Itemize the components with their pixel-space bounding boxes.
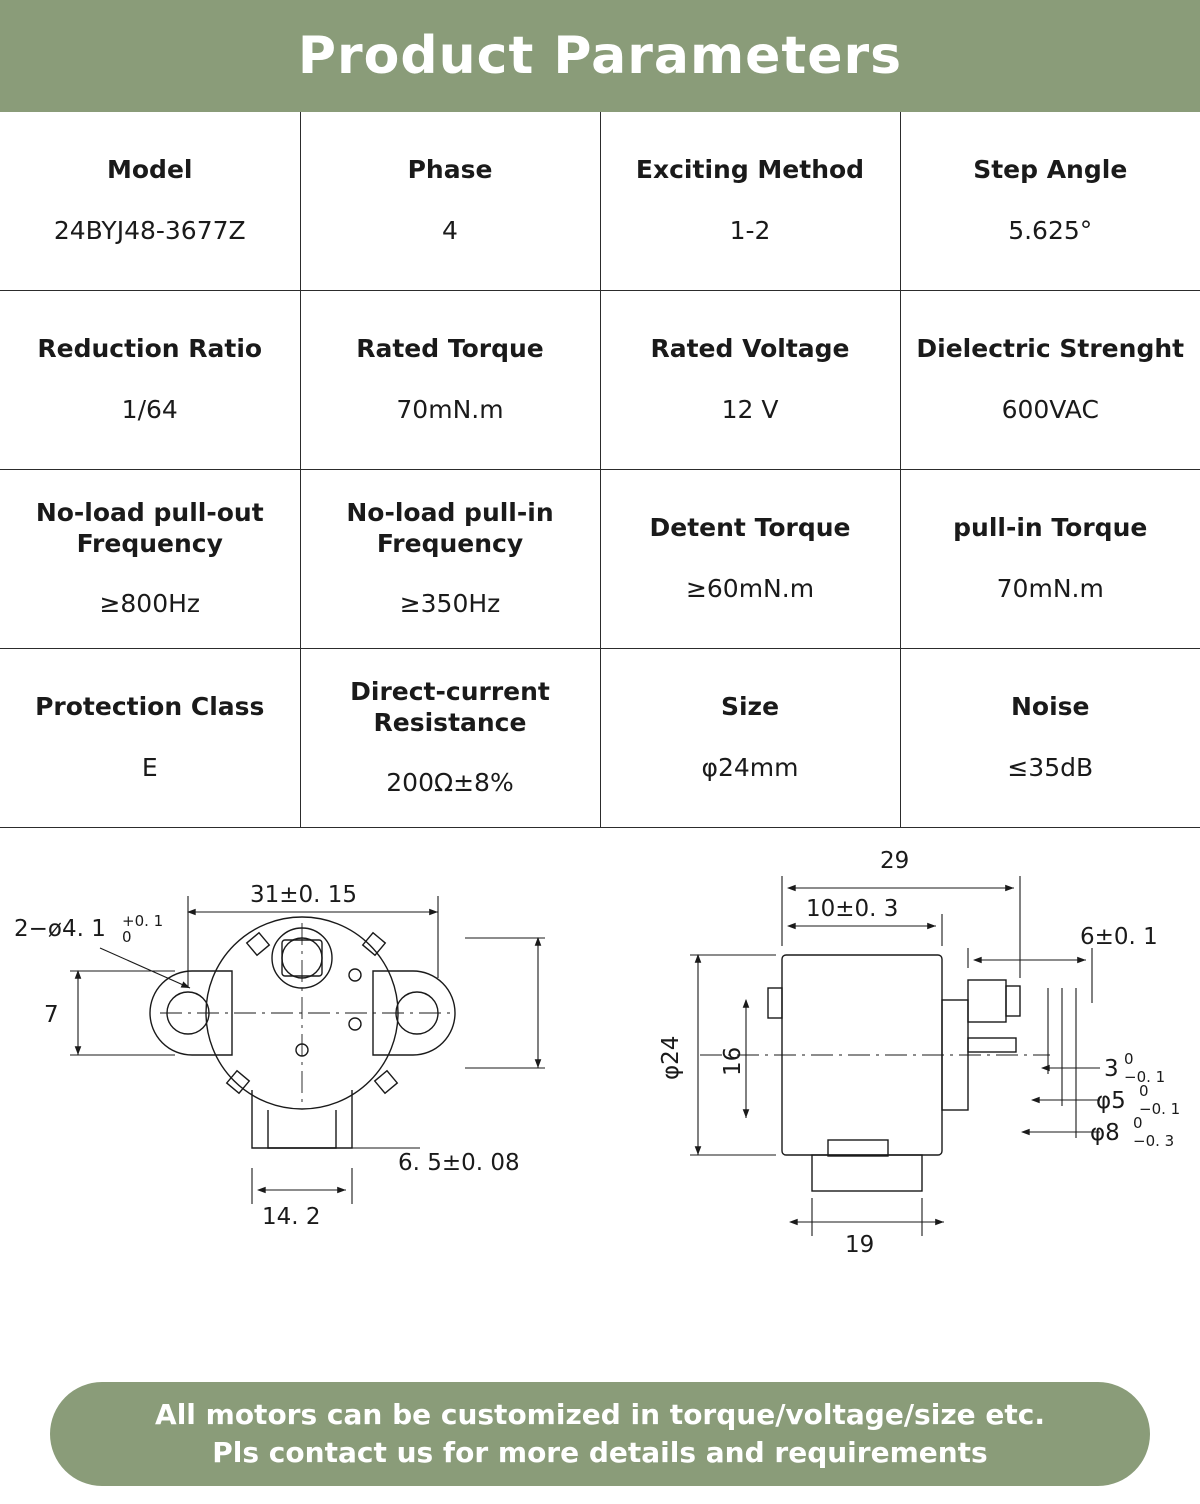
table-row: [0, 649, 1200, 828]
table-cell: [600, 649, 900, 828]
side-view-dimensions: [690, 876, 1100, 1236]
cell-value: 12 V: [721, 394, 779, 424]
cell-value: 600VAC: [1001, 394, 1099, 424]
dim-bottom-label: 14. 2: [262, 1204, 321, 1230]
table-cell: [0, 470, 300, 649]
footer-line-1: All motors can be customized in torque/voltage/size etc.: [155, 1398, 1045, 1432]
front-view-labels: [14, 882, 520, 1230]
table-row: [0, 112, 1200, 291]
dim-left-height-label: 7: [44, 1002, 59, 1028]
cell-value: ≥800Hz: [99, 589, 201, 619]
cell-label: No-load pull-in Frequency: [346, 497, 554, 558]
dim-8-sub: −0. 3: [1133, 1132, 1175, 1150]
cell-label: Dielectric Strenght: [916, 334, 1185, 364]
table-cell: [300, 470, 600, 649]
dim-5-label: φ5: [1096, 1088, 1126, 1114]
table-cell: [0, 649, 300, 828]
cell-label: Protection Class: [35, 692, 265, 722]
cell-label: Rated Voltage: [650, 334, 850, 364]
header-banner: [0, 0, 1200, 112]
cell-label: Exciting Method: [635, 155, 865, 185]
dim-3-sub: −0. 1: [1124, 1068, 1166, 1086]
dim-total-length-label: 29: [880, 848, 910, 874]
technical-drawings: [0, 828, 1200, 1308]
dim-3-sup: 0: [1124, 1050, 1134, 1068]
cell-label: Size: [720, 692, 780, 722]
dim-inner-label: 16: [720, 1046, 746, 1076]
dim-8-label: φ8: [1090, 1120, 1120, 1146]
cell-label: No-load pull-out Frequency: [35, 497, 264, 558]
table-cell: [900, 649, 1200, 828]
footer-line-2: Pls contact us for more details and requirements: [212, 1436, 988, 1469]
dim-holes-sub: 0: [122, 928, 132, 946]
table-cell: [600, 291, 900, 470]
cell-label: Phase: [407, 155, 493, 185]
cell-label: Model: [107, 155, 193, 185]
cell-label: Reduction Ratio: [37, 334, 263, 364]
cell-label: Noise: [1010, 692, 1090, 722]
cell-value: 4: [442, 215, 458, 245]
side-view-drawing: [700, 955, 1050, 1191]
cell-value: 1/64: [121, 394, 178, 424]
cell-label: Detent Torque: [649, 513, 851, 543]
table-cell: [600, 470, 900, 649]
table-cell: [600, 112, 900, 291]
cell-value: 200Ω±8%: [386, 768, 514, 798]
cell-label: pull-in Torque: [953, 513, 1148, 543]
dim-5-sup: 0: [1139, 1082, 1149, 1100]
table-cell: [0, 291, 300, 470]
table-cell: [900, 112, 1200, 291]
dim-8-sup: 0: [1133, 1114, 1143, 1132]
table-cell: [900, 470, 1200, 649]
cell-label: Step Angle: [973, 155, 1128, 185]
table-cell: [900, 291, 1200, 470]
table-cell: [0, 112, 300, 291]
cell-label: Direct-current Resistance: [350, 676, 550, 737]
footer-banner: [50, 1382, 1150, 1486]
cell-value: ≥60mN.m: [685, 573, 815, 603]
dim-shaft-length-label: 6±0. 1: [1080, 924, 1158, 950]
table-cell: [300, 291, 600, 470]
table-cell: [300, 112, 600, 291]
table-cell: [300, 649, 600, 828]
cell-value: 1-2: [729, 215, 771, 245]
dim-base-label: 19: [845, 1232, 875, 1258]
table-row: [0, 470, 1200, 649]
cell-value: 70mN.m: [996, 573, 1104, 603]
cell-value: 24BYJ48-3677Z: [53, 215, 246, 245]
table-row: [0, 291, 1200, 470]
dim-tab-label: 6. 5±0. 08: [398, 1150, 520, 1176]
cell-label: Rated Torque: [356, 334, 544, 364]
side-view-labels: [658, 848, 1180, 1258]
dim-holes-label: 2−ø4. 1: [14, 916, 106, 942]
dim-5-sub: −0. 1: [1139, 1100, 1181, 1118]
front-view-drawing: [150, 917, 455, 1148]
specifications-table: [0, 112, 1200, 828]
cell-value: E: [141, 752, 158, 782]
dim-diameter-label: φ24: [658, 1035, 684, 1080]
dim-3-label: 3: [1104, 1056, 1119, 1082]
cell-value: ≤35dB: [1007, 752, 1094, 782]
dim-holes-sup: +0. 1: [122, 912, 164, 930]
dim-body-length-label: 10±0. 3: [806, 896, 899, 922]
dim-width-label: 31±0. 15: [250, 882, 358, 908]
cell-value: 5.625°: [1008, 215, 1093, 245]
cell-value: 70mN.m: [396, 394, 504, 424]
drawings-svg: [0, 828, 1200, 1308]
cell-value: ≥350Hz: [399, 589, 501, 619]
page-title: Product Parameters: [297, 26, 903, 86]
cell-value: φ24mm: [701, 752, 799, 782]
